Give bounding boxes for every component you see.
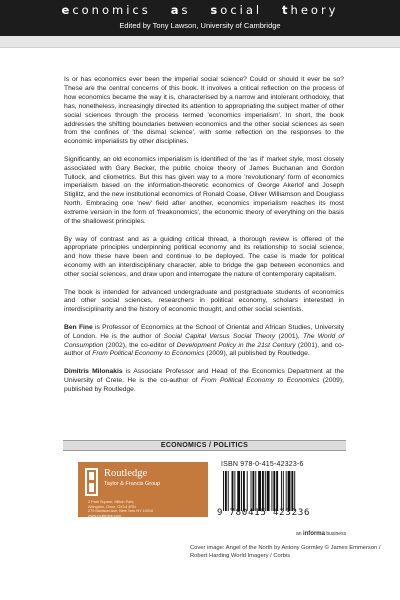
barcode-stripe: [247, 471, 248, 511]
routledge-logo-icon: [85, 468, 98, 496]
author-name: Ben Fine: [64, 323, 93, 331]
bio-text: (2001),: [275, 332, 303, 340]
barcode-stripe: [294, 471, 295, 511]
book-title: The World of Consumption: [64, 332, 345, 349]
series-word-1-initial: e: [61, 3, 73, 17]
book-title: Social Capital Versus Social Theory: [163, 332, 276, 340]
publisher-block: [78, 462, 208, 517]
barcode-stripe: [243, 471, 245, 511]
barcode-stripe: [262, 471, 264, 511]
barcode-stripe: [271, 471, 272, 511]
bio-text: (2002), the co-editor of: [103, 341, 177, 349]
series-word-4: heory: [290, 3, 339, 17]
barcode-stripe: [283, 471, 284, 511]
address-line: www.routledge.com: [88, 513, 122, 518]
bio-text: (2009), published by Routledge.: [64, 376, 344, 393]
barcode-stripe: [288, 471, 291, 511]
publisher-name: Routledge: [104, 468, 148, 479]
author-bio-fine: [64, 324, 344, 360]
series-word-3-initial: s: [210, 3, 221, 17]
isbn-label: ISBN 978-0-415-42323-6: [221, 461, 304, 468]
blurb-paragraph-1: Is or has economics ever been the imperial social science? Could or should it ever be so? These are the central concerns of this book. It involves a critical reflection on the process of how economics became the way it is, characterised by a narrow and intolerant orthodoxy, that has, nonetheless, increasingly directed its attention to appropriating the subject matter of other social sciences through the process termed 'economics imperialism'. In short, the book addresses the shifting boundaries between economics and the other social sciences as seen from the confines of 'the dismal science', with some reflection on the responses to the economic imperialists by other disciplines.: [64, 76, 344, 146]
barcode-stripe: [281, 471, 282, 511]
series-word-3: ocial: [220, 3, 263, 17]
barcode-stripe: [276, 471, 278, 511]
address-line: 270 Madison Ave, New York NY 10016: [88, 509, 154, 514]
author-name: Dimitris Milonakis: [64, 367, 123, 375]
barcode-icon: [221, 471, 337, 511]
back-cover-text: [64, 76, 344, 395]
barcode-stripe: [273, 471, 275, 511]
barcode-stripe: [252, 471, 254, 511]
informa-prefix: an: [296, 531, 303, 537]
book-title: Development Policy in the 21st Century: [176, 341, 296, 349]
book-title: From Political Economy to Economics: [200, 376, 320, 384]
publisher-address: [88, 500, 153, 518]
series-word-2-initial: a: [170, 3, 182, 17]
barcode-stripe: [267, 471, 270, 511]
series-title: [0, 3, 400, 17]
barcode-stripe: [255, 471, 256, 511]
series-word-2: s: [181, 3, 191, 17]
bio-text: is Professor of Economics at the School of Oriental and African Studies, University of London. He is the author of: [64, 323, 344, 340]
barcode-digits: 9 780415 423236: [217, 508, 311, 518]
blurb-paragraph-3: By way of contrast and as a guiding critical thread, a thorough review is offered of the appropriate principles underpinning political economy and its relationship to social science, and how these have been and continue to be deployed. The case is made for political economy with an interdisciplinary character, able to bridge the gap between economics and other social sciences, and draw upon and interrogate the nature of contemporary capitalism.: [64, 235, 344, 279]
barcode-stripe: [237, 471, 240, 511]
barcode-stripe: [232, 471, 234, 511]
series-header: [0, 0, 400, 36]
subject-category: ECONOMICS / POLITICS: [63, 440, 346, 451]
barcode-stripe: [286, 471, 287, 511]
bio-text: (2001), and co-author of: [64, 341, 344, 358]
barcode-stripe: [234, 471, 235, 511]
barcode-stripe: [225, 471, 227, 511]
series-editor: Edited by Tony Lawson, University of Cambridge: [119, 21, 281, 30]
author-bio-milonakis: [64, 368, 344, 395]
bio-text: is Associate Professor and Head of the Economics Department at the University of Crete. He is the co-author of: [64, 367, 344, 384]
barcode-stripe: [241, 471, 242, 511]
barcode-stripe: [223, 471, 224, 511]
barcode-stripe: [251, 471, 252, 511]
cover-image-credit: Cover image: Angel of the North by Antony Gormley © James Emmerson / Robert Harding World Imagery / Corbis: [190, 545, 381, 559]
barcode-stripe: [291, 471, 293, 511]
informa-suffix: business: [324, 531, 347, 537]
barcode-stripe: [258, 471, 261, 511]
book-title: From Political Economy to Economics: [92, 350, 205, 358]
blurb-paragraph-4: The book is intended for advanced undergraduate and postgraduate students of economics and other social sciences, researchers in political economy, scholars interested in interdisciplinarity and the history of economic thought, and other social scientists.: [64, 288, 344, 314]
barcode-block: [213, 459, 344, 521]
informa-brand: informa: [302, 531, 325, 537]
barcode-stripe: [265, 471, 266, 511]
informa-tagline: [296, 531, 346, 537]
header-rule: [0, 36, 400, 48]
series-word-1: conomics: [72, 3, 151, 17]
series-word-4-initial: t: [282, 3, 291, 17]
bio-text: (2009), all published by Routledge.: [204, 350, 310, 358]
blurb-paragraph-2: Significantly, an old economics imperialism is identified of the 'as if' market style, most closely associated with Gary Becker, the public choice theory of James Buchanan and Gordon Tullock, and cliometrics. But this has given way to a more 'revolutionary' form of economics imperialism based on the information-theoretic economics of George Akerlof and Joseph Stiglitz, and the new institutional economics of Ronald Coase, Oliver Williamson and Douglass North. Embracing one 'new' field after another, economics imperialism reaches its most extreme version in the form of 'freakonomics', the economic theory of everything on the basis of the shallowest principles.: [64, 155, 344, 226]
address-line: Abingdon, Oxon, OX14 4RN: [88, 504, 136, 509]
address-line: 2 Park Square, Milton Park,: [88, 500, 135, 504]
barcode-stripe: [228, 471, 229, 511]
publisher-group: Taylor & Francis Group: [104, 481, 161, 487]
